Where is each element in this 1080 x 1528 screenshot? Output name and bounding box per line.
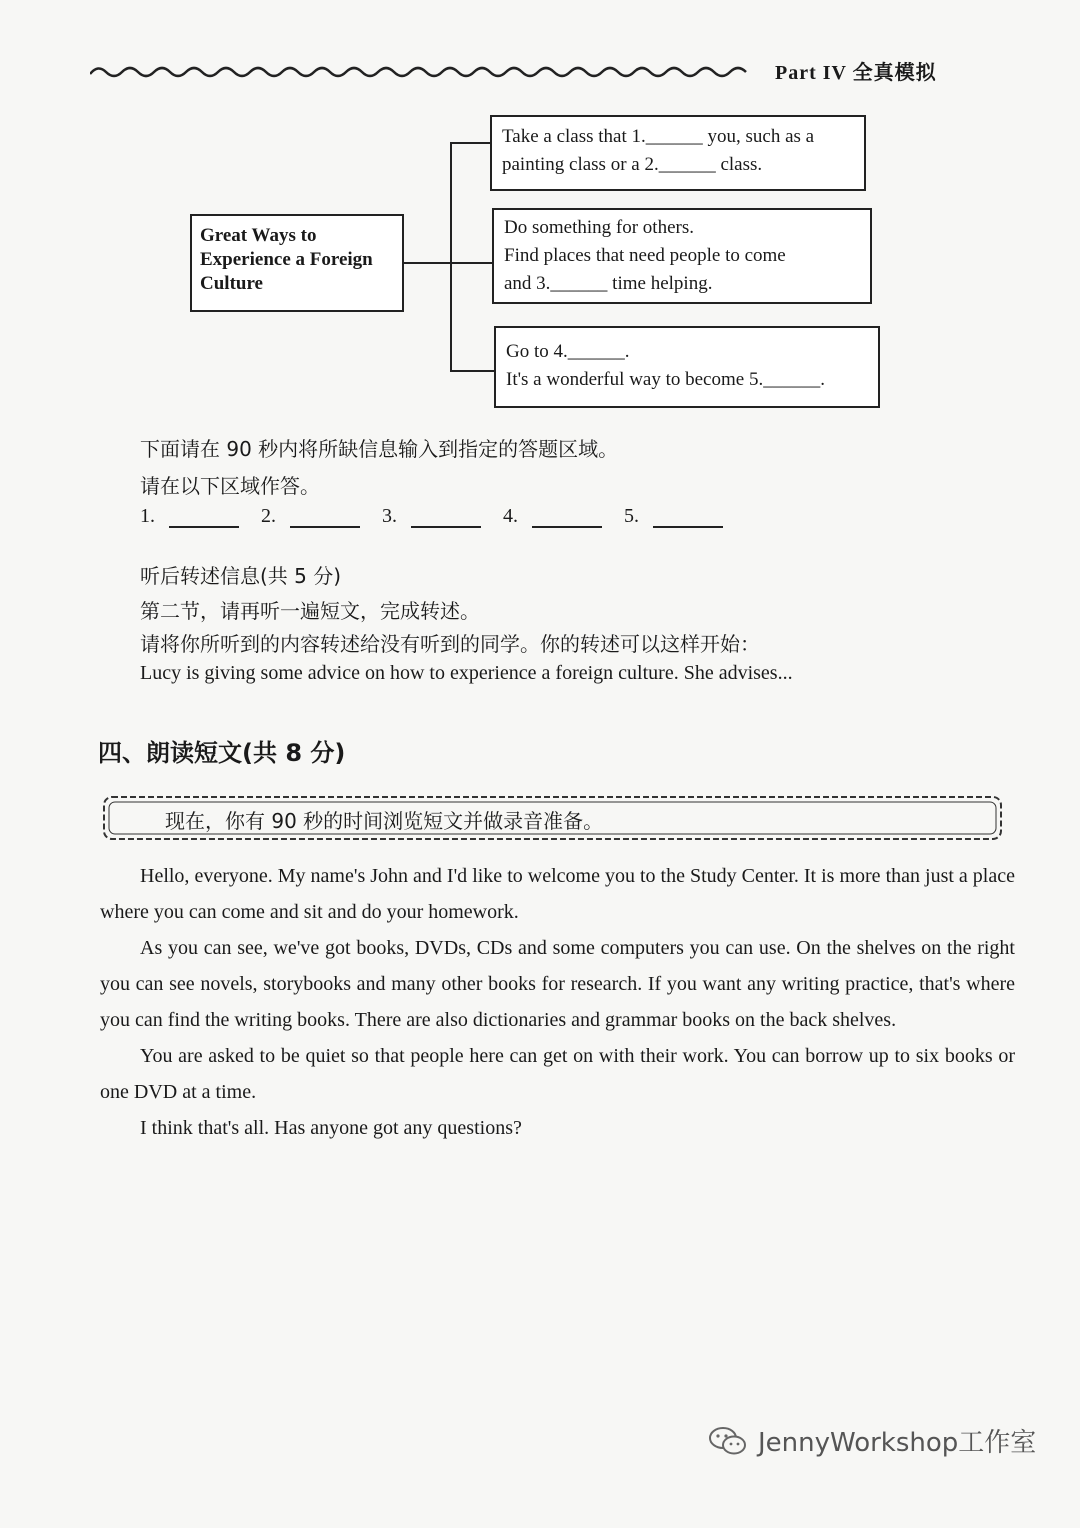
branch-line: It's a wonderful way to become 5.______. — [506, 369, 825, 390]
passage-paragraph: You are asked to be quiet so that people here can get on with their work. You can borrow up to six books or one DVD at a time. — [100, 1045, 1015, 1103]
instruction-line-2: 请在以下区域作答。 — [140, 474, 320, 498]
answer-blank[interactable] — [411, 506, 481, 528]
connector-branch3 — [450, 370, 494, 372]
instruction-line-1: 下面请在 90 秒内将所缺信息输入到指定的答题区域。 — [140, 437, 619, 461]
branch-line: Do something for others. — [504, 217, 694, 238]
diagram-branch-2 — [492, 208, 872, 304]
branch-line: Go to 4.______. — [506, 341, 630, 362]
answer-blank[interactable] — [532, 506, 602, 528]
answer-slot-5[interactable]: 5. — [624, 505, 723, 528]
passage-paragraph: As you can see, we've got books, DVDs, CDs and some computers you can use. On the shelves on the right you can see novels, storybooks and many other books for research. If you want any writing practice, that's where you can find the writing books. There are also dictionaries and grammar books on the back shelves. — [100, 937, 1015, 1031]
retell-line-2: 请将你所听到的内容转述给没有听到的同学。你的转述可以这样开始： — [140, 632, 760, 656]
header-title: Part IV 全真模拟 — [775, 62, 937, 84]
watermark — [708, 1422, 1036, 1459]
connector-branch1 — [450, 142, 490, 144]
diagram-branch-1 — [490, 115, 866, 191]
diagram-root-box — [190, 214, 404, 312]
connector-trunk — [450, 142, 452, 372]
root-line: Great Ways to — [200, 225, 317, 246]
answer-slot-3[interactable]: 3. — [382, 505, 481, 528]
answer-slot-4[interactable]: 4. — [503, 505, 602, 528]
answer-slot-1[interactable]: 1. — [140, 505, 239, 528]
branch-line: painting class or a 2.______ class. — [502, 154, 763, 175]
passage-paragraph: I think that's all. Has anyone got any questions? — [140, 1117, 522, 1139]
retell-title: 听后转述信息(共 5 分) — [140, 564, 342, 588]
connector-root — [404, 262, 452, 264]
answer-blank[interactable] — [653, 506, 723, 528]
section-4-prompt: 现在，你有 90 秒的时间浏览短文并做录音准备。 — [165, 809, 604, 833]
root-line: Experience a Foreign — [200, 249, 373, 270]
section-4-heading: 四、朗读短文(共 8 分) — [98, 739, 346, 767]
root-line: Culture — [200, 273, 263, 294]
retell-starter: Lucy is giving some advice on how to experience a foreign culture. She advises... — [140, 662, 793, 684]
answer-area — [140, 505, 745, 528]
passage — [100, 858, 1015, 1146]
wechat-icon — [708, 1425, 748, 1457]
answer-slot-2[interactable]: 2. — [261, 505, 360, 528]
branch-line: and 3.______ time helping. — [504, 273, 713, 294]
branch-line: Take a class that 1.______ you, such as a — [502, 126, 815, 147]
retell-line-1: 第二节，请再听一遍短文，完成转述。 — [140, 599, 480, 623]
watermark-text: JennyWorkshop工作室 — [758, 1428, 1037, 1458]
connector-branch2 — [450, 262, 492, 264]
diagram-branch-3 — [494, 326, 880, 408]
branch-line: Find places that need people to come — [504, 245, 786, 266]
answer-blank[interactable] — [290, 506, 360, 528]
answer-blank[interactable] — [169, 506, 239, 528]
passage-paragraph: Hello, everyone. My name's John and I'd like to welcome you to the Study Center. It is more than just a place where you can come and sit and do your homework. — [100, 865, 1015, 923]
decorative-wave-rule — [90, 62, 755, 80]
